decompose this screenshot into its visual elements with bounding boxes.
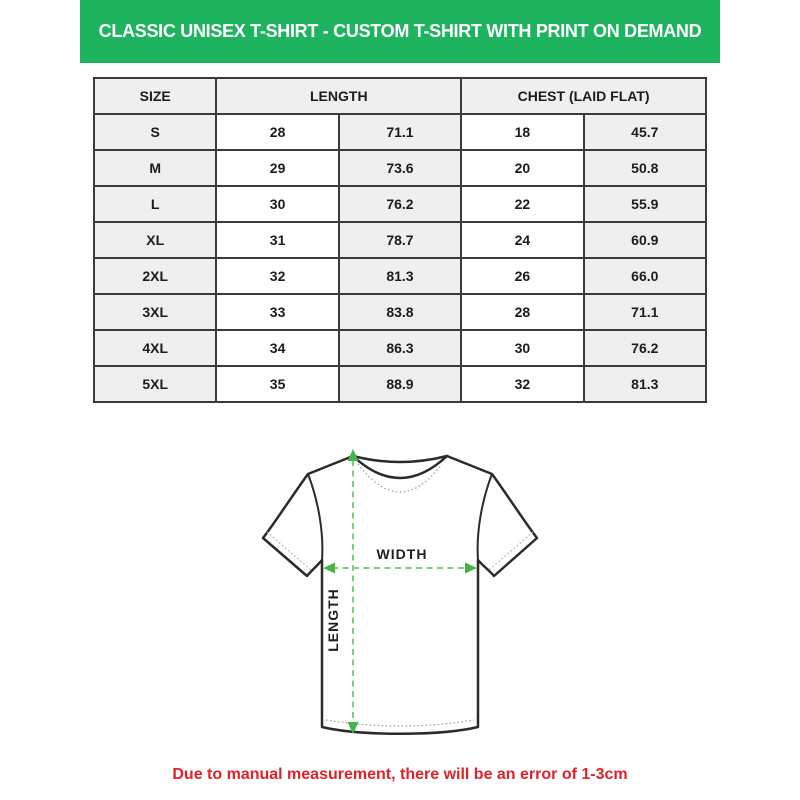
length-cm-cell: 81.3 [339, 258, 461, 294]
chest-in-cell: 18 [461, 114, 583, 150]
measurement-error-note: Due to manual measurement, there will be an error of 1-3cm [172, 766, 628, 783]
size-cell: 5XL [94, 366, 216, 402]
table-row [94, 186, 706, 222]
table-row [94, 222, 706, 258]
length-cm-cell: 88.9 [339, 366, 461, 402]
size-cell: XL [94, 222, 216, 258]
page-title: CLASSIC UNISEX T-SHIRT - CUSTOM T-SHIRT WITH PRINT ON DEMAND [98, 21, 702, 41]
chest-cm-cell: 76.2 [584, 330, 706, 366]
width-arrow-label: WIDTH [376, 546, 428, 562]
chest-cm-cell: 55.9 [584, 186, 706, 222]
size-chart-table [93, 77, 707, 403]
length-in-cell: 30 [216, 186, 338, 222]
table-row [94, 114, 706, 150]
length-in-cell: 32 [216, 258, 338, 294]
chest-in-cell: 28 [461, 294, 583, 330]
table-row [94, 366, 706, 402]
size-cell: M [94, 150, 216, 186]
chest-cm-cell: 71.1 [584, 294, 706, 330]
title-banner [80, 0, 720, 63]
tshirt-icon [250, 440, 550, 750]
length-in-cell: 29 [216, 150, 338, 186]
table-row [94, 330, 706, 366]
length-in-cell: 33 [216, 294, 338, 330]
chest-cm-cell: 50.8 [584, 150, 706, 186]
length-cm-cell: 71.1 [339, 114, 461, 150]
length-in-cell: 35 [216, 366, 338, 402]
length-in-cell: 34 [216, 330, 338, 366]
chest-in-cell: 26 [461, 258, 583, 294]
size-cell: S [94, 114, 216, 150]
tshirt-outline [263, 456, 537, 734]
length-in-cell: 31 [216, 222, 338, 258]
size-cell: L [94, 186, 216, 222]
table-row [94, 294, 706, 330]
size-cell: 2XL [94, 258, 216, 294]
length-arrow-label: LENGTH [325, 588, 341, 652]
chest-cm-cell: 81.3 [584, 366, 706, 402]
table-row [94, 150, 706, 186]
size-cell: 3XL [94, 294, 216, 330]
chest-in-cell: 24 [461, 222, 583, 258]
chest-cm-cell: 45.7 [584, 114, 706, 150]
col-header-chest: CHEST (LAID FLAT) [461, 78, 706, 114]
chest-in-cell: 20 [461, 150, 583, 186]
tshirt-measurement-diagram [250, 440, 550, 750]
header-row [94, 78, 706, 114]
size-cell: 4XL [94, 330, 216, 366]
chest-cm-cell: 66.0 [584, 258, 706, 294]
chest-in-cell: 30 [461, 330, 583, 366]
table-row [94, 258, 706, 294]
col-header-size: SIZE [94, 78, 216, 114]
length-cm-cell: 78.7 [339, 222, 461, 258]
length-cm-cell: 83.8 [339, 294, 461, 330]
length-cm-cell: 76.2 [339, 186, 461, 222]
chest-cm-cell: 60.9 [584, 222, 706, 258]
length-in-cell: 28 [216, 114, 338, 150]
length-cm-cell: 86.3 [339, 330, 461, 366]
chest-in-cell: 22 [461, 186, 583, 222]
length-arrow-up-head [348, 449, 359, 461]
col-header-length: LENGTH [216, 78, 461, 114]
chest-in-cell: 32 [461, 366, 583, 402]
length-cm-cell: 73.6 [339, 150, 461, 186]
